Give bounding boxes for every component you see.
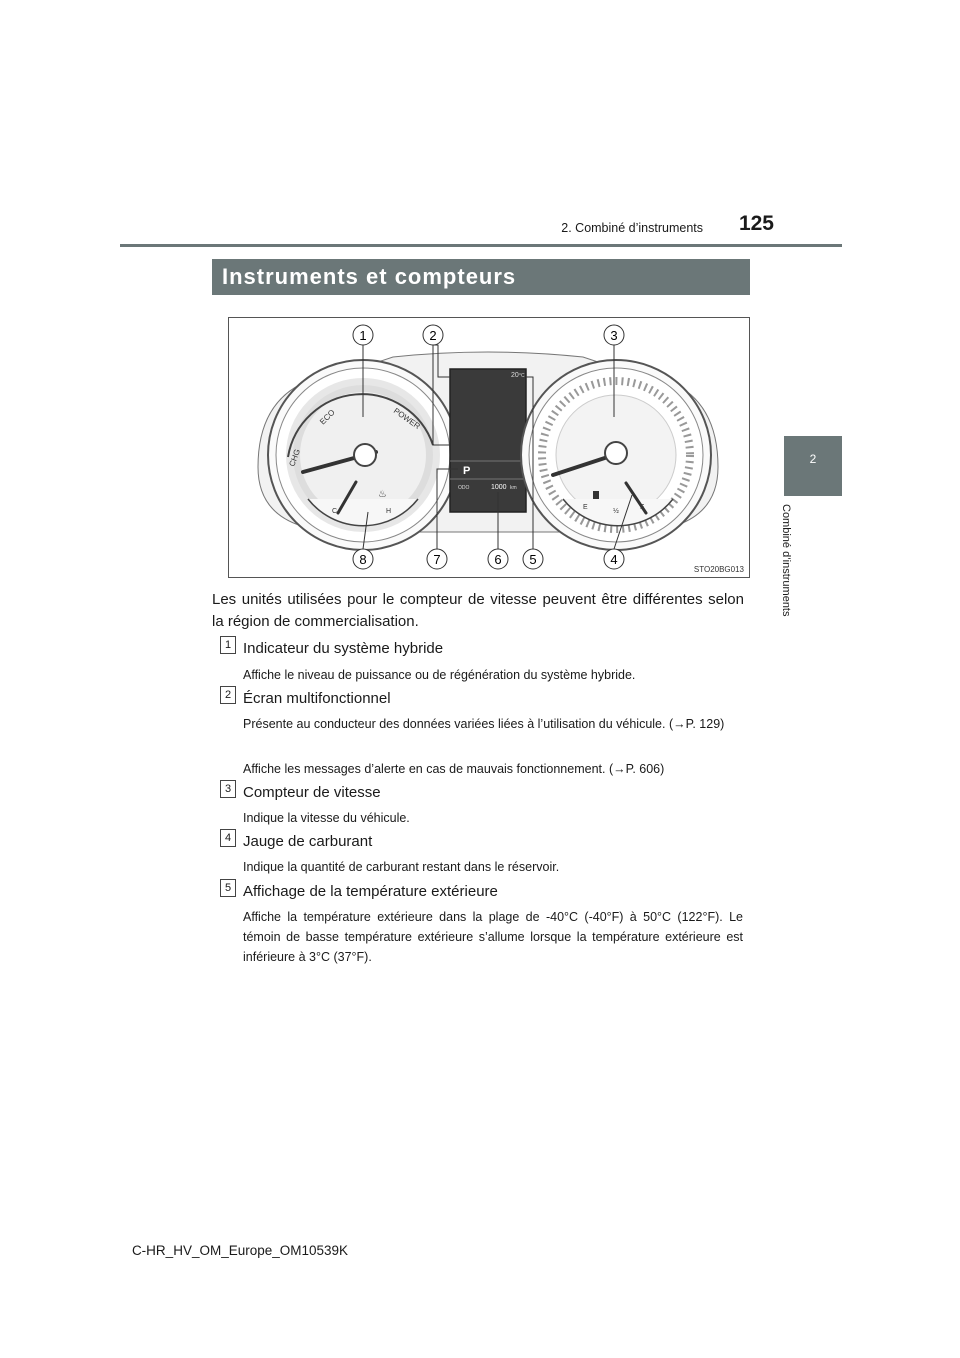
- callout-5: [523, 549, 543, 569]
- fuel-gauge-label-half: ½: [613, 508, 619, 515]
- item-number-4: 4: [220, 829, 236, 847]
- hybrid-gauge-label-eco: ECO: [318, 407, 337, 427]
- item-number-2: 2: [220, 686, 236, 704]
- svg-text:4: 4: [610, 552, 618, 567]
- item-desc-outside-temp: Affiche la température extérieure dans la plage de -40°C (-40°F) à 50°C (122°F). Le témoin de basse température extérieure s’allume lorsque la température extérieure est inférieure à 3°C (37°F).: [243, 910, 743, 964]
- svg-text:1: 1: [359, 328, 367, 343]
- item-title-outside-temp: Affichage de la température extérieure: [243, 883, 498, 900]
- callout-1: [353, 325, 373, 345]
- fuel-gauge-label-e: E: [583, 504, 588, 511]
- chapter-side-label: [780, 504, 809, 644]
- item-desc-speedometer: Indique la vitesse du véhicule.: [243, 811, 410, 825]
- svg-text:6: 6: [494, 552, 502, 567]
- fuel-gauge-label-f: F: [640, 504, 645, 511]
- temp-gauge-label-h: H: [386, 508, 392, 515]
- callout-8: [353, 549, 373, 569]
- item-title-multi-display: Écran multifonctionnel: [243, 690, 391, 707]
- footer-doc-code: C-HR_HV_OM_Europe_OM10539K: [131, 1243, 349, 1258]
- item-desc-fuel-gauge: Indique la quantité de carburant restant dans le réservoir.: [243, 860, 560, 874]
- page-number: 125: [738, 212, 774, 235]
- item-desc-multi-display-2: Affiche les messages d’alerte en cas de mauvais fonctionnement. (→P. 606): [243, 762, 665, 776]
- fuel-pump-icon: [593, 491, 599, 499]
- display-odo-unit: km: [510, 485, 517, 491]
- speedometer-gauge: [521, 360, 711, 550]
- svg-text:5: 5: [529, 552, 537, 567]
- callout-6: [488, 549, 508, 569]
- chapter-tab[interactable]: [784, 436, 842, 496]
- callout-2: [423, 325, 443, 345]
- callout-4: [604, 549, 624, 569]
- item-desc-multi-display-1: Présente au conducteur des données variées liées à l’utilisation du véhicule. (→P. 129): [243, 717, 725, 731]
- section-label: 2. Combiné d’instruments: [561, 221, 703, 235]
- item-title-speedometer: Compteur de vitesse: [243, 784, 381, 801]
- chapter-tab-number: 2: [809, 452, 817, 466]
- display-shift-position: P: [463, 465, 471, 477]
- callout-3: [604, 325, 624, 345]
- svg-text:2: 2: [429, 328, 437, 343]
- item-title-fuel-gauge: Jauge de carburant: [243, 833, 373, 850]
- coolant-temp-icon: ♨: [378, 489, 387, 500]
- item-number-5: 5: [220, 879, 236, 897]
- display-temperature: 20: [511, 372, 519, 379]
- svg-text:8: 8: [359, 552, 367, 567]
- display-temperature-unit: °C: [519, 373, 525, 379]
- intro-paragraph: Les unités utilisées pour le compteur de vitesse peuvent être différentes selon la région de commercialisation.: [212, 591, 744, 630]
- display-odo-label: ODO: [458, 485, 470, 491]
- instrument-cluster-illustration: [228, 317, 750, 578]
- item-title-hybrid-indicator: Indicateur du système hybride: [243, 640, 444, 657]
- multi-information-display: [450, 369, 526, 512]
- figure-code: STO20BG013: [693, 565, 744, 574]
- svg-text:7: 7: [433, 552, 441, 567]
- temp-gauge-label-c: C: [332, 508, 338, 515]
- page-title: Instruments et compteurs: [222, 264, 517, 289]
- callout-7: [427, 549, 447, 569]
- hybrid-gauge-label-chg: CHG: [287, 447, 302, 468]
- item-number-1: 1: [220, 636, 236, 654]
- display-odo-value: 1000: [491, 484, 507, 491]
- hybrid-gauge-label-power: POWER: [391, 406, 422, 431]
- item-number-3: 3: [220, 780, 236, 798]
- svg-text:3: 3: [610, 328, 618, 343]
- instrument-cluster-figure: [228, 317, 750, 578]
- item-desc-hybrid-indicator: Affiche le niveau de puissance ou de régénération du système hybride.: [243, 668, 636, 682]
- header-rule: [120, 244, 842, 247]
- chapter-side-label-text: Combiné d’instruments: [780, 504, 792, 617]
